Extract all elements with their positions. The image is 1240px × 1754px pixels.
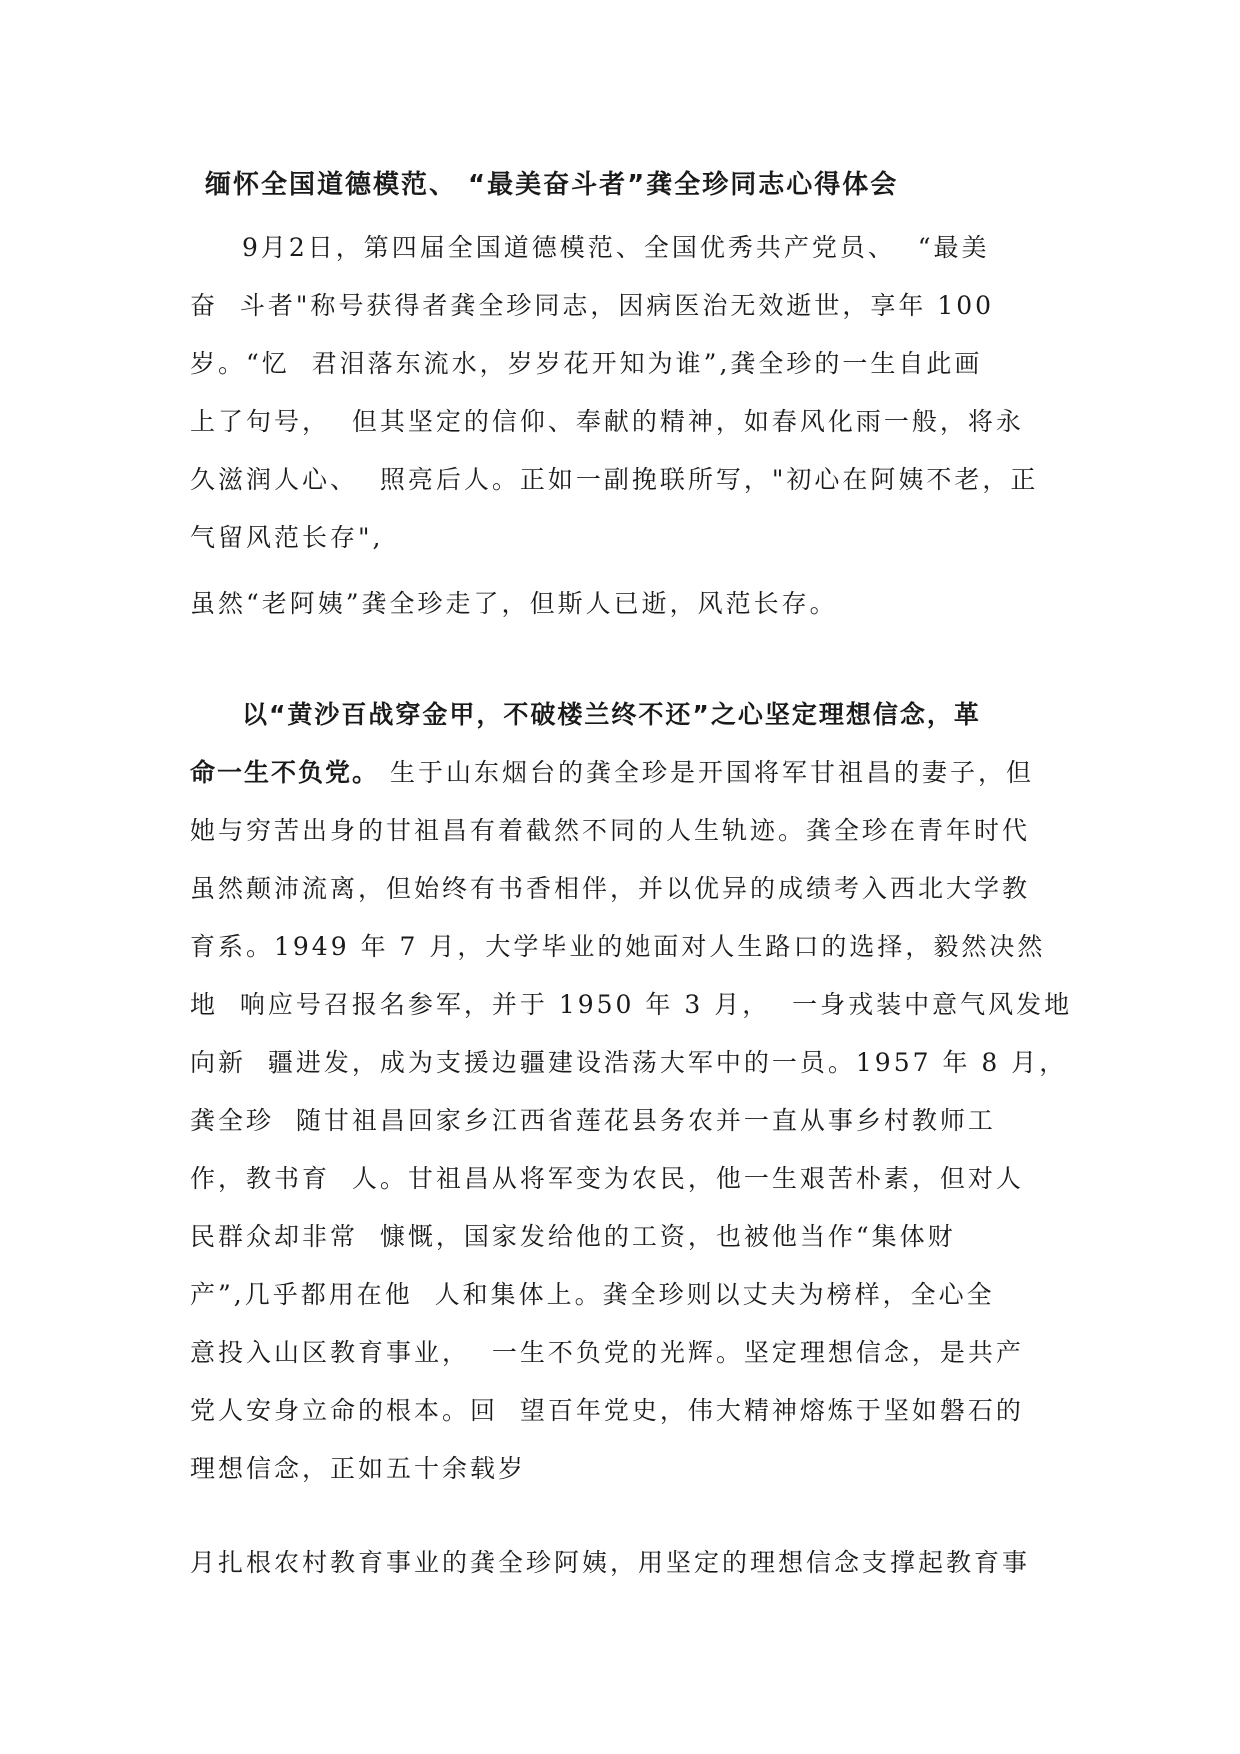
paragraph-line: 育系。1949 年 7 月，大学毕业的她面对人生路口的选择，毅然决然 — [190, 932, 1046, 961]
paragraph-line — [190, 744, 1070, 802]
paragraph-text: 生于山东烟台的龚全珍是开国将军甘祖昌的妻子，但 — [379, 758, 1034, 787]
paragraph-line: 向新 疆进发，成为支援边疆建设浩荡大军中的一员。1957 年 8 月， — [190, 1048, 1068, 1077]
section-heading: 以“黄沙百战穿金甲，不破楼兰终不还”之心坚定理想信念，革 — [242, 700, 981, 729]
paragraph-line: 上了句号， 但其坚定的信仰、奉献的精神，如春风化雨一般，将永 — [190, 407, 1024, 436]
paragraph-section-one — [190, 686, 1073, 1498]
document-title: 缅怀全国道德模范、 “最美奋斗者”龚全珍同志心得体会 — [205, 170, 899, 200]
paragraph-line: 地 响应号召报名参军，并于 1950 年 3 月， 一身戎装中意气风发地 — [190, 990, 1073, 1019]
paragraph-line: 作，教书育 人。甘祖昌从将军变为农民，他一生艰苦朴素，但对人 — [190, 1164, 1024, 1193]
paragraph-line: 奋 斗者"称号获得者龚全珍同志，因病医治无效逝世，享年 100 — [190, 291, 995, 320]
paragraph-line: 月扎根农村教育事业的龚全珍阿姨，用坚定的理想信念支撑起教育事 — [190, 1548, 1031, 1577]
paragraph-continuation — [190, 1534, 1070, 1592]
paragraph-remembrance — [190, 575, 1070, 633]
paragraph-line: 党人安身立命的根本。回 望百年党史，伟大精神熔炼于坚如磐石的 — [190, 1396, 1024, 1425]
paragraph-intro — [190, 219, 1070, 567]
section-heading-end: 命一生不负党。 — [190, 758, 380, 787]
paragraph-line: 久滋润人心、 照亮后人。正如一副挽联所写，"初心在阿姨不老，正 — [190, 465, 1039, 494]
paragraph-line: 理想信念，正如五十余载岁 — [190, 1454, 527, 1483]
paragraph-line: 虽然颠沛流离，但始终有书香相伴，并以优异的成绩考入西北大学教 — [190, 874, 1031, 903]
paragraph-line: 岁。“忆 君泪落东流水，岁岁花开知为谁”,龚全珍的一生自此画 — [190, 349, 983, 378]
paragraph-line: 虽然“老阿姨”龚全珍走了，但斯人已逝，风范长存。 — [190, 589, 838, 618]
paragraph-line: 龚全珍 随甘祖昌回家乡江西省莲花县务农并一直从事乡村教师工 — [190, 1106, 996, 1135]
paragraph-line: 9月2日，第四届全国道德模范、全国优秀共产党员、 “最美 — [242, 233, 990, 262]
paragraph-line: 产”,几乎都用在他 人和集体上。龚全珍则以丈夫为榜样，全心全 — [190, 1280, 995, 1309]
paragraph-line: 气留风范长存", — [190, 523, 384, 552]
paragraph-line: 她与穷苦出身的甘祖昌有着截然不同的人生轨迹。龚全珍在青年时代 — [190, 816, 1031, 845]
paragraph-line: 民群众却非常 慷慨，国家发给他的工资，也被他当作“集体财 — [190, 1222, 956, 1251]
paragraph-line: 意投入山区教育事业， 一生不负党的光辉。坚定理想信念，是共产 — [190, 1338, 1024, 1367]
